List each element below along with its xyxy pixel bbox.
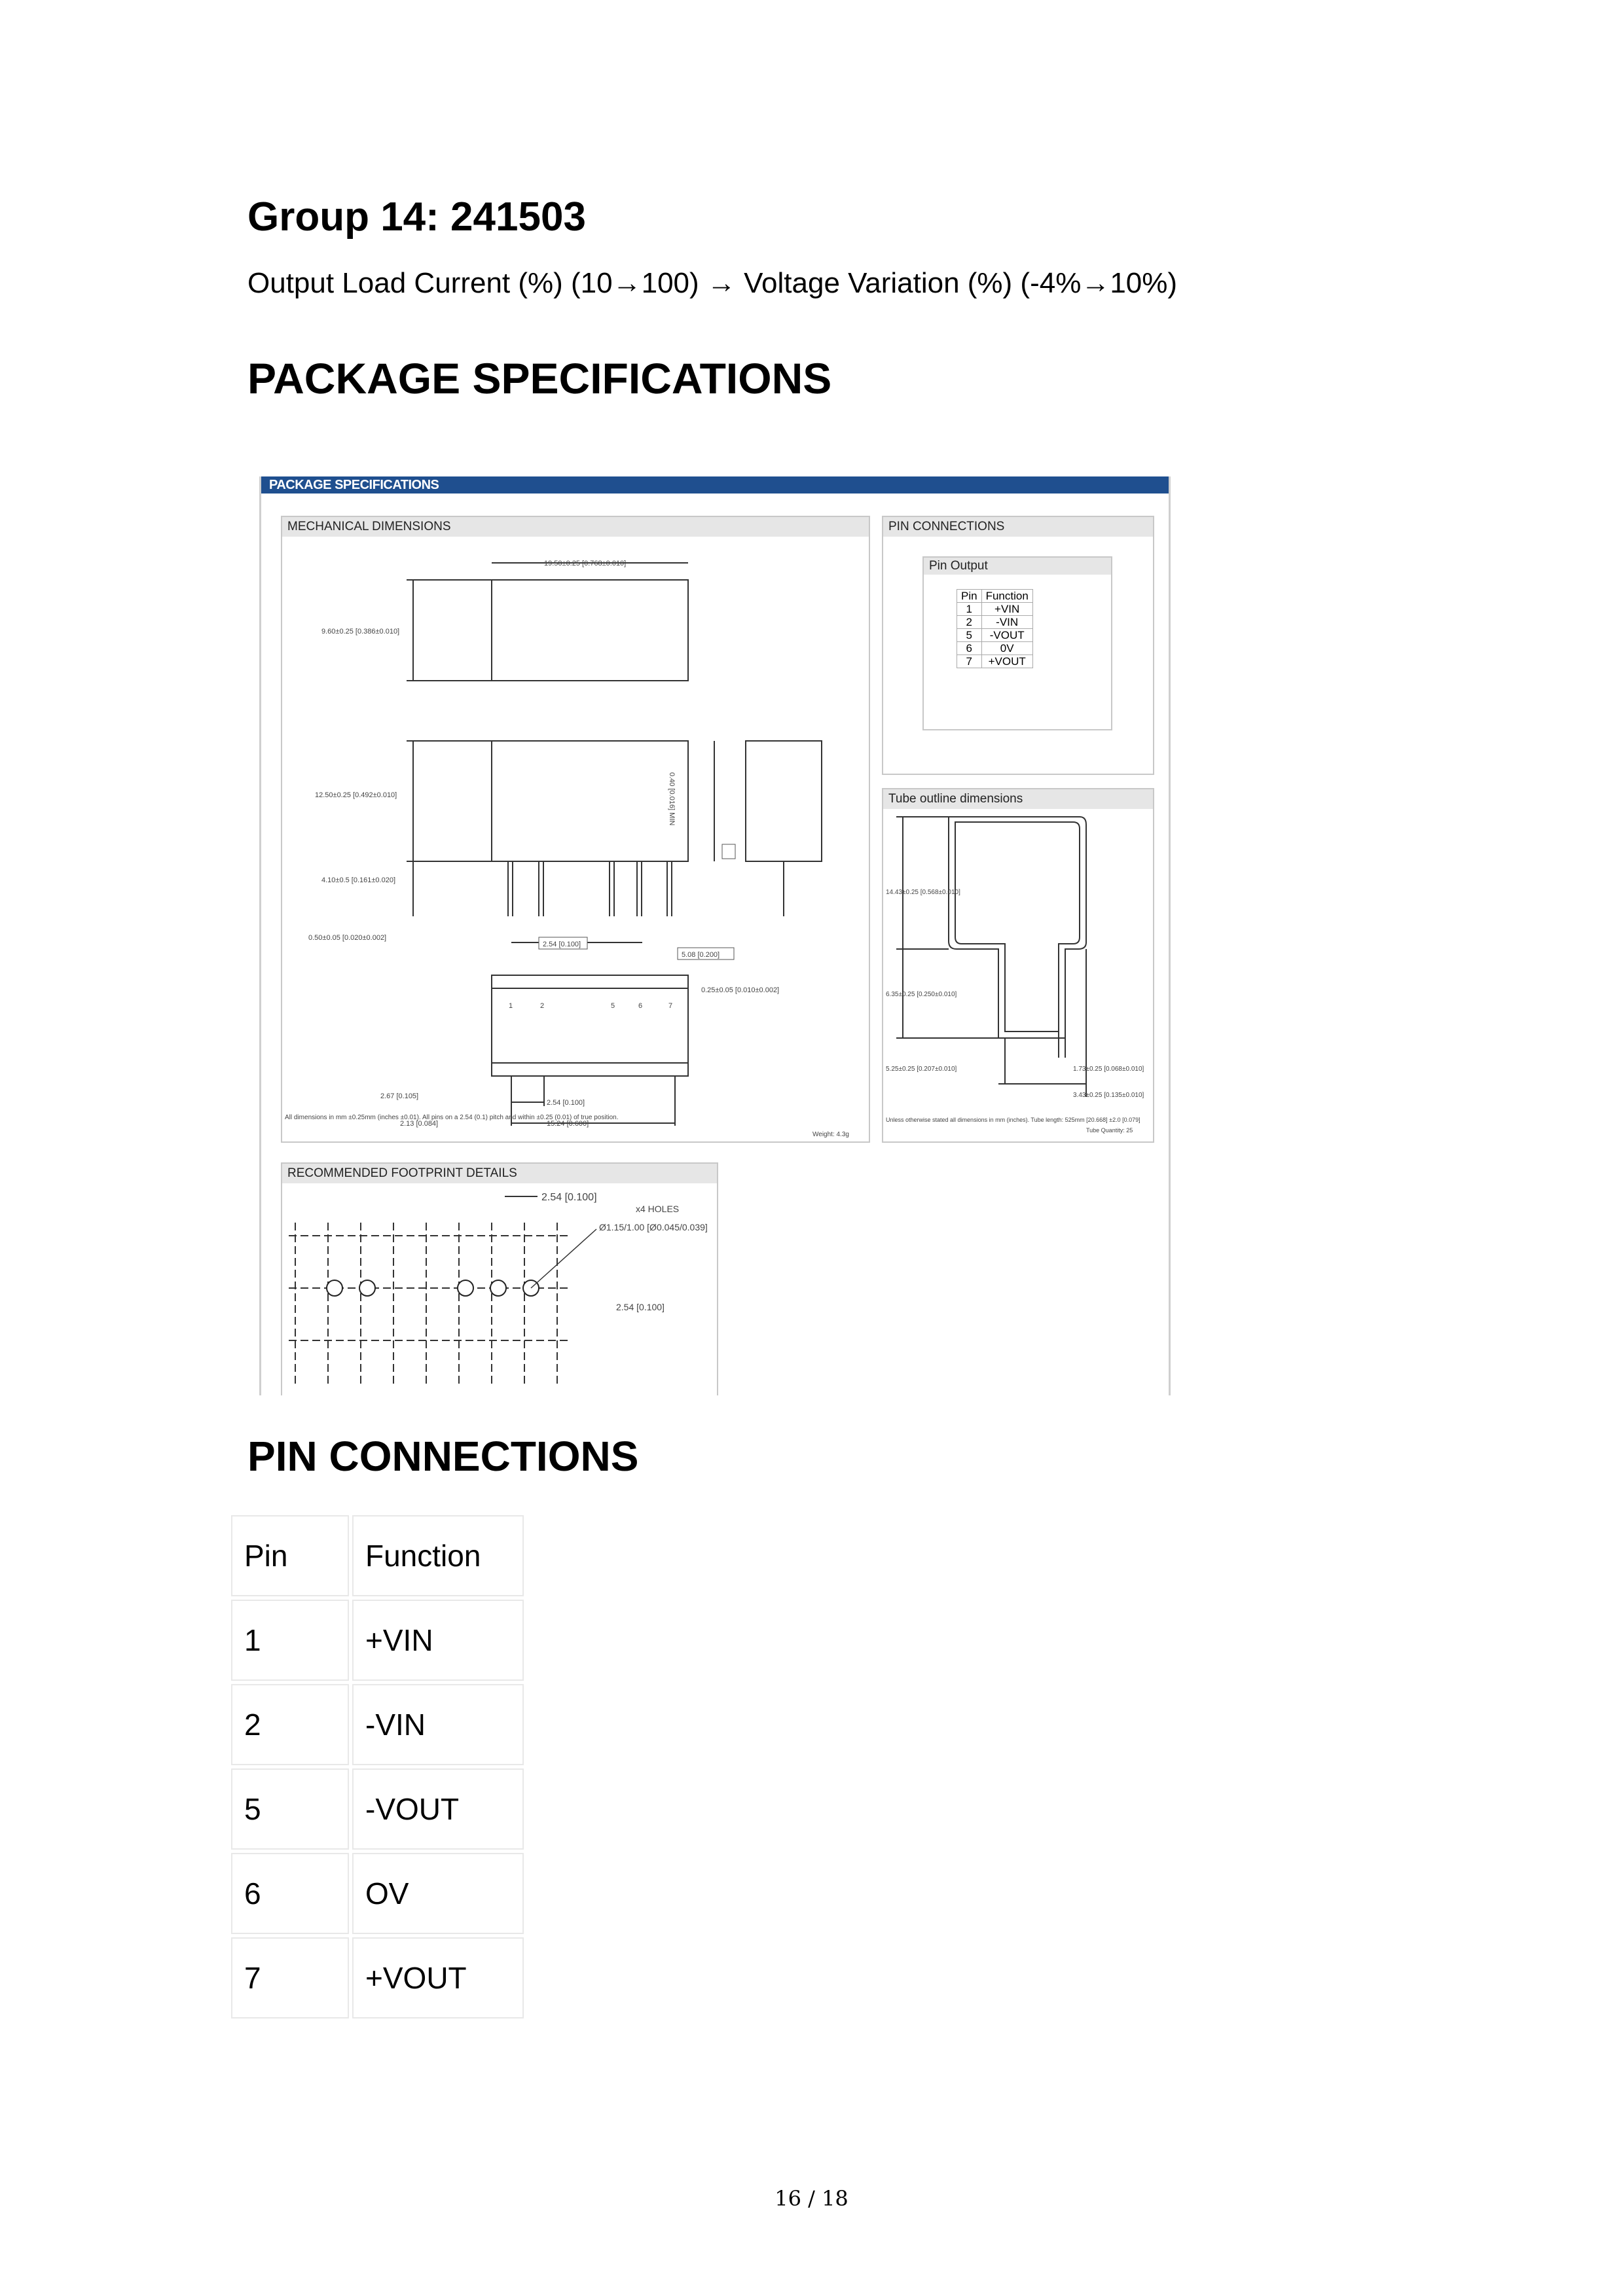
table-header-function: Function <box>352 1515 524 1596</box>
table-cell: -VIN <box>352 1684 524 1765</box>
pin-connections-table <box>228 1512 527 2022</box>
table-header-pin: Pin <box>231 1515 349 1596</box>
tube-outline-panel <box>882 788 1154 1143</box>
mini-head-pin: Pin <box>957 590 982 603</box>
table-cell: -VOUT <box>352 1768 524 1850</box>
table-cell: +VIN <box>352 1600 524 1681</box>
section-heading-package: PACKAGE SPECIFICATIONS <box>247 354 832 403</box>
dim-span: 15.24 [0.600] <box>547 1120 589 1128</box>
table-cell: 2 <box>231 1684 349 1765</box>
mechanical-note: All dimensions in mm ±0.25mm (inches ±0.01). All pins on a 2.54 (0.1) pitch and within ±0.25 (0.01) of true position. <box>285 1114 619 1121</box>
bottom-pin-5: 5 <box>611 1002 615 1010</box>
dim-pin-width: 0.25±0.05 [0.010±0.002] <box>701 986 780 994</box>
mechanical-dimensions-panel <box>281 516 870 1143</box>
bottom-pin-6: 6 <box>638 1002 643 1010</box>
table-row <box>231 1684 524 1765</box>
tube-dim-e: 3.43±0.25 [0.135±0.010] <box>1073 1092 1144 1099</box>
pin-connections-panel <box>882 516 1154 775</box>
table-cell: +VOUT <box>352 1937 524 2018</box>
pin-output-box <box>922 556 1112 730</box>
mini-head-function: Function <box>981 590 1032 603</box>
table-row <box>231 1768 524 1850</box>
table-cell: 7 <box>231 1937 349 2018</box>
tube-quantity: Tube Quantity: 25 <box>1086 1127 1133 1134</box>
mini-cell: 2 <box>957 616 982 629</box>
tube-outline-title: Tube outline dimensions <box>883 789 1153 809</box>
bottom-pin-7: 7 <box>668 1002 673 1010</box>
tube-outline-drawing <box>883 809 1153 1141</box>
mini-cell: -VOUT <box>981 629 1032 642</box>
tube-dim-c: 5.25±0.25 [0.207±0.010] <box>886 1066 957 1073</box>
mini-cell: 6 <box>957 642 982 655</box>
table-row <box>231 1853 524 1934</box>
table-row <box>231 1600 524 1681</box>
dim-offset-1: 2.67 [0.105] <box>380 1092 419 1100</box>
mini-cell: 1 <box>957 603 982 616</box>
group-subtitle: Output Load Current (%) (10→100) → Voltage Variation (%) (-4%→10%) <box>247 267 1178 299</box>
dim-pitch-2: 2.54 [0.100] <box>547 1099 585 1107</box>
dim-pitch: 2.54 [0.100] <box>543 941 581 948</box>
dim-pin-diameter: 0.50±0.05 [0.020±0.002] <box>308 934 387 942</box>
bottom-pin-1: 1 <box>509 1002 513 1010</box>
mini-cell: 7 <box>957 655 982 668</box>
dim-offset-2: 2.13 [0.084] <box>400 1120 439 1128</box>
mechanical-dimensions-title: MECHANICAL DIMENSIONS <box>282 517 869 537</box>
section-heading-pins: PIN CONNECTIONS <box>247 1433 639 1480</box>
fp-holes-label: x4 HOLES <box>636 1204 680 1214</box>
table-row <box>231 1937 524 2018</box>
table-cell: 6 <box>231 1853 349 1934</box>
dim-standoff: 0.40 [0.016] MIN <box>668 772 676 826</box>
tube-dim-d: 1.73±0.25 [0.068±0.010] <box>1073 1066 1144 1073</box>
footprint-panel <box>281 1162 718 1395</box>
page-number: 16 / 18 <box>775 2186 848 2211</box>
spec-figure-header <box>261 476 1169 493</box>
tube-dim-b: 6.35±0.25 [0.250±0.010] <box>886 991 957 998</box>
mini-cell: -VIN <box>981 616 1032 629</box>
tube-note: Unless otherwise stated all dimensions in mm (inches). Tube length: 525mm [20.668] ±2.0 [0.079] <box>886 1117 1140 1123</box>
bottom-pin-2: 2 <box>540 1002 545 1010</box>
table-row <box>231 1515 524 1596</box>
dim-side: 5.08 [0.200] <box>682 951 720 959</box>
spec-figure-header-text: PACKAGE SPECIFICATIONS <box>269 478 439 492</box>
dim-height: 12.50±0.25 [0.492±0.010] <box>315 791 397 799</box>
group-title: Group 14: 241503 <box>247 194 586 240</box>
package-spec-figure <box>259 476 1171 1395</box>
pin-output-title: Pin Output <box>924 558 1111 575</box>
dim-pin-length: 4.10±0.5 [0.161±0.020] <box>321 876 395 884</box>
mini-cell: 5 <box>957 629 982 642</box>
table-cell: 1 <box>231 1600 349 1681</box>
tube-dim-a: 14.43±0.25 [0.568±0.010] <box>886 889 960 896</box>
fp-pitch-label: 2.54 [0.100] <box>541 1192 597 1203</box>
footprint-drawing <box>282 1183 717 1394</box>
mechanical-drawing <box>282 537 869 1141</box>
table-cell: OV <box>352 1853 524 1934</box>
dim-length: 19.50±0.25 [0.768±0.010] <box>544 560 627 567</box>
pin-output-table <box>957 589 1033 668</box>
weight-label: Weight: 4.3g <box>812 1131 849 1138</box>
dim-width: 9.60±0.25 [0.386±0.010] <box>321 628 400 636</box>
mini-cell: 0V <box>981 642 1032 655</box>
fp-pitch-label-2: 2.54 [0.100] <box>616 1302 665 1312</box>
mini-cell: +VOUT <box>981 655 1032 668</box>
mini-cell: +VIN <box>981 603 1032 616</box>
pin-connections-panel-title: PIN CONNECTIONS <box>883 517 1153 537</box>
fp-hole-diameter: Ø1.15/1.00 [Ø0.045/0.039] <box>599 1222 708 1232</box>
table-cell: 5 <box>231 1768 349 1850</box>
footprint-title: RECOMMENDED FOOTPRINT DETAILS <box>282 1164 717 1183</box>
